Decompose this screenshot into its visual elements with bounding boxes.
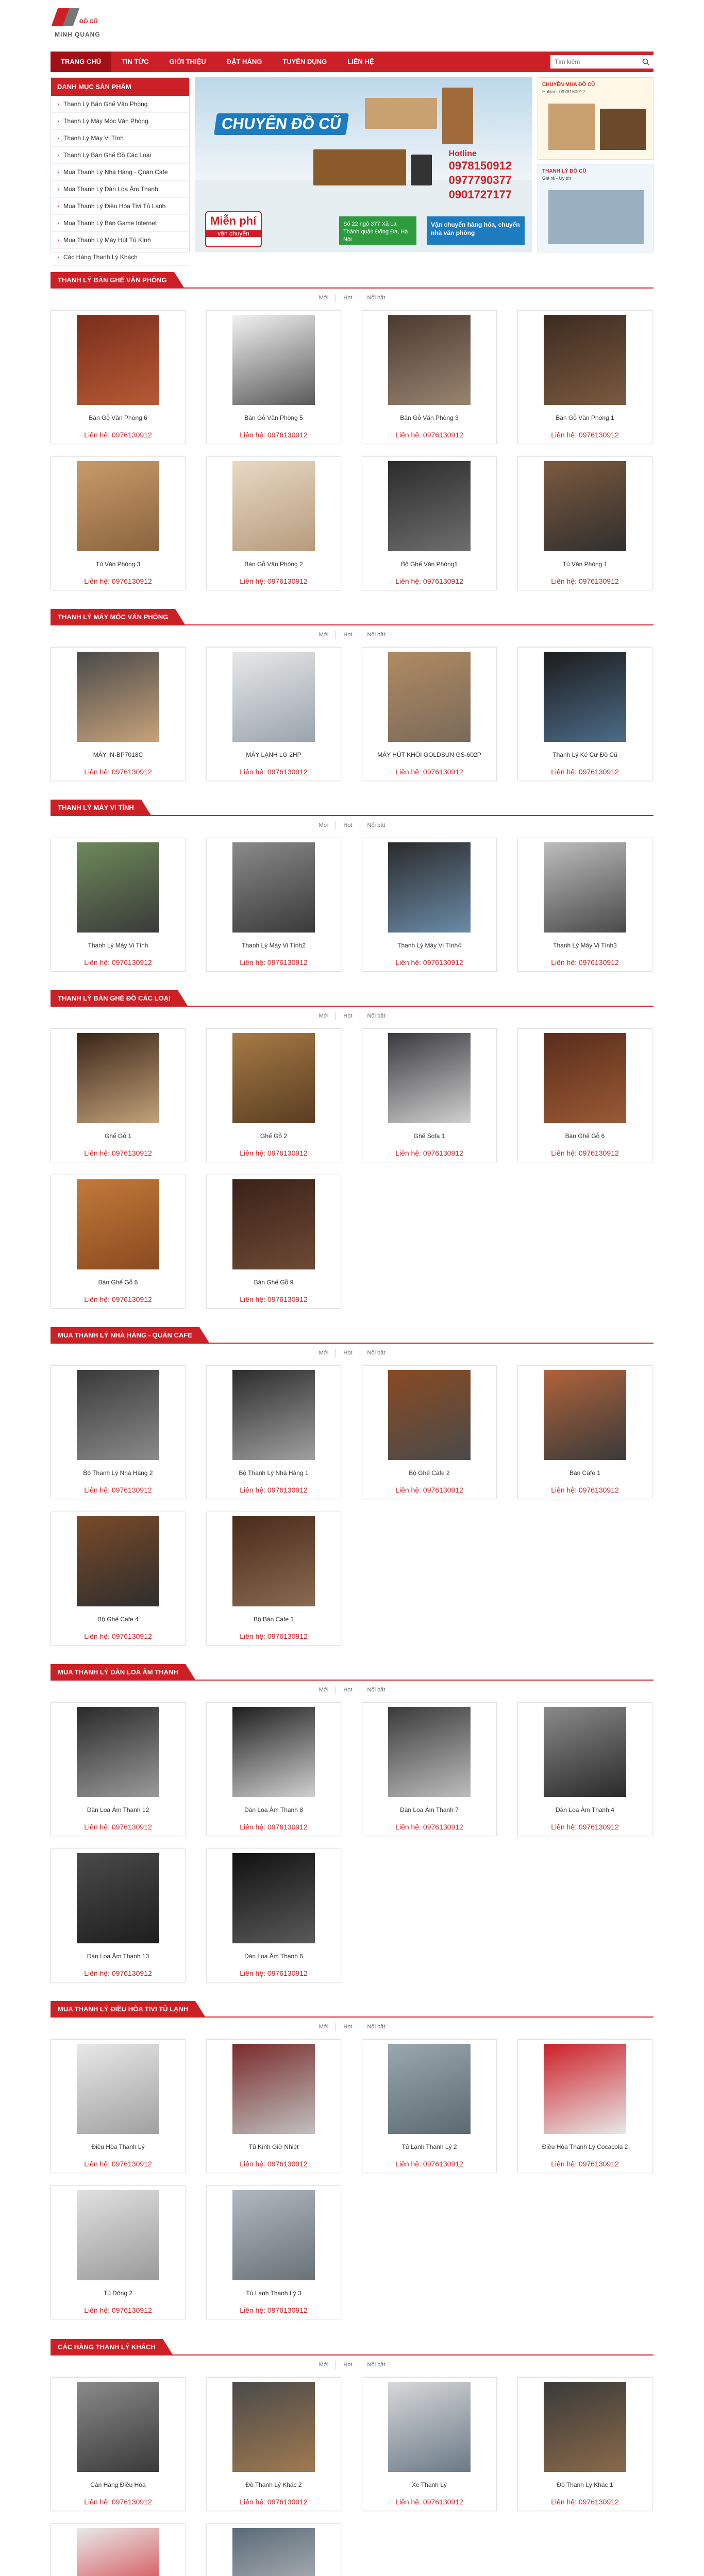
section-tabs xyxy=(51,1349,653,1357)
product-name[interactable]: Dàn Loa Âm Thanh 8 xyxy=(244,1806,303,1814)
product-card[interactable] xyxy=(517,1365,652,1499)
section-title-bar xyxy=(51,1664,653,1681)
product-name[interactable]: Tủ Lạnh Thanh Lý 3 xyxy=(246,2290,301,2297)
product-card[interactable] xyxy=(51,2523,186,2576)
product-image[interactable] xyxy=(232,2190,315,2280)
product-name[interactable]: Bàn Gỗ Văn Phòng 5 xyxy=(244,414,303,421)
product-card[interactable] xyxy=(517,838,652,972)
sidebar-item[interactable]: › Thanh Lý Máy Vi Tính xyxy=(51,130,189,147)
section-title[interactable]: THANH LÝ BÀN GHẾ VĂN PHÒNG xyxy=(51,272,174,289)
product-contact: Liên hệ: 0976130912 xyxy=(551,2498,619,2506)
product-name[interactable]: MÁY IN-BP7018C xyxy=(93,751,143,758)
product-card[interactable] xyxy=(517,310,652,444)
product-name[interactable]: Thanh Lý Máy Vi Tính xyxy=(88,942,148,949)
side-ad-1-image xyxy=(548,104,595,150)
hero-area xyxy=(51,77,653,261)
product-contact: Liên hệ: 0976130912 xyxy=(84,1823,152,1831)
product-section xyxy=(51,2001,653,2319)
section-tab[interactable]: Mới xyxy=(312,1686,337,1694)
section-tab[interactable]: Nổi bật xyxy=(367,295,385,301)
section-tab[interactable]: Hot xyxy=(336,2361,360,2369)
product-image[interactable] xyxy=(544,652,626,742)
product-image[interactable] xyxy=(77,652,159,742)
product-image[interactable] xyxy=(232,1516,315,1606)
product-image[interactable] xyxy=(388,1033,471,1123)
section-tab[interactable]: Nổi bật xyxy=(367,1687,385,1693)
product-card[interactable] xyxy=(206,456,341,590)
product-section xyxy=(51,1327,653,1646)
section-tabs xyxy=(51,1686,653,1694)
hotline-phone-2: 0977790377 xyxy=(448,174,512,187)
section-tabs xyxy=(51,2023,653,2031)
product-card[interactable] xyxy=(517,1028,652,1162)
product-contact: Liên hệ: 0976130912 xyxy=(84,577,152,585)
section-title-bar xyxy=(51,1327,653,1344)
section-tab[interactable]: Hot xyxy=(336,2023,360,2031)
product-name[interactable]: Dàn Loa Âm Thanh 4 xyxy=(556,1806,614,1814)
banner-cabinet-image xyxy=(442,88,473,144)
product-name[interactable]: Dàn Loa Âm Thanh 12 xyxy=(87,1806,149,1814)
product-name[interactable]: Tủ Văn Phòng 3 xyxy=(95,561,141,568)
section-tab[interactable]: Nổi bật xyxy=(367,822,385,828)
product-image[interactable] xyxy=(544,315,626,405)
product-contact: Liên hệ: 0976130912 xyxy=(84,768,152,776)
product-name[interactable]: Ghế Gỗ 2 xyxy=(260,1132,288,1140)
free-sub-label: vận chuyển xyxy=(206,230,261,237)
product-grid xyxy=(51,2039,653,2319)
nav-item[interactable]: GIỚI THIỆU xyxy=(169,58,206,65)
sidebar-item[interactable]: › Mua Thanh Lý Dàn Loa Âm Thanh xyxy=(51,181,189,198)
product-contact: Liên hệ: 0976130912 xyxy=(551,1823,619,1831)
section-title-bar xyxy=(51,800,653,816)
product-section xyxy=(51,2339,653,2576)
hotline-label: Hotline xyxy=(448,149,477,158)
banner-slider[interactable] xyxy=(195,77,532,252)
product-image[interactable] xyxy=(77,842,159,933)
product-name[interactable]: MÁY HÚT KHÓI GOLDSUN GS-602P xyxy=(377,751,481,758)
section-tab[interactable]: Hot xyxy=(336,1686,360,1694)
product-contact: Liên hệ: 0976130912 xyxy=(551,577,619,585)
product-name[interactable]: Dàn Loa Âm Thanh 6 xyxy=(244,1953,303,1960)
product-card[interactable] xyxy=(362,1028,497,1162)
side-ad-2[interactable] xyxy=(538,164,653,252)
product-image[interactable] xyxy=(77,1370,159,1460)
product-image[interactable] xyxy=(77,1853,159,1943)
side-ad-1-image-2 xyxy=(600,109,646,150)
product-name[interactable]: Bàn Gỗ Văn Phòng 6 xyxy=(89,414,147,421)
product-contact: Liên hệ: 0976130912 xyxy=(551,958,619,967)
product-name[interactable]: Tủ Lạnh Thanh Lý 2 xyxy=(401,2143,457,2150)
product-name[interactable]: Bộ Ghế Cafe 4 xyxy=(97,1616,139,1623)
section-title[interactable]: CÁC HÀNG THANH LÝ KHÁCH xyxy=(51,2339,163,2355)
product-contact: Liên hệ: 0976130912 xyxy=(240,1969,308,1977)
product-image[interactable] xyxy=(232,1179,315,1269)
product-contact: Liên hệ: 0976130912 xyxy=(84,958,152,967)
free-label: Miễn phí xyxy=(210,214,257,227)
product-contact: Liên hệ: 0976130912 xyxy=(395,2160,463,2168)
section-tab[interactable]: Nổi bật xyxy=(367,2024,385,2030)
product-name[interactable]: Đồ Thanh Lý Khác 1 xyxy=(557,2481,613,2488)
sidebar-item[interactable]: › Thanh Lý Máy Móc Văn Phòng xyxy=(51,113,189,130)
product-image[interactable] xyxy=(544,461,626,551)
product-name[interactable]: Ghế Sofa 1 xyxy=(413,1132,445,1140)
product-image[interactable] xyxy=(232,315,315,405)
sidebar-list xyxy=(51,96,189,266)
product-contact: Liên hệ: 0976130912 xyxy=(240,1632,308,1640)
banner-delivery-note: Vận chuyển hàng hóa, chuyển nhà văn phòng xyxy=(427,216,525,245)
product-name[interactable]: Bộ Thanh Lý Nhà Hàng 1 xyxy=(239,1469,309,1477)
product-card[interactable] xyxy=(517,2039,652,2173)
product-contact: Liên hệ: 0976130912 xyxy=(395,577,463,585)
product-card[interactable] xyxy=(362,456,497,590)
product-image[interactable] xyxy=(388,2382,471,2472)
product-image[interactable] xyxy=(544,1033,626,1123)
product-name[interactable]: Dàn Loa Âm Thanh 13 xyxy=(87,1953,149,1960)
product-contact: Liên hệ: 0976130912 xyxy=(84,1149,152,1157)
product-contact: Liên hệ: 0976130912 xyxy=(395,431,463,439)
product-contact: Liên hệ: 0976130912 xyxy=(84,1486,152,1494)
product-contact: Liên hệ: 0976130912 xyxy=(551,1486,619,1494)
product-contact: Liên hệ: 0976130912 xyxy=(551,768,619,776)
product-contact: Liên hệ: 0976130912 xyxy=(240,1295,308,1303)
product-card[interactable] xyxy=(206,1512,341,1646)
nav-item[interactable]: TIN TỨC xyxy=(122,58,149,65)
product-image[interactable] xyxy=(544,2382,626,2472)
product-card[interactable] xyxy=(51,2039,186,2173)
product-contact: Liên hệ: 0976130912 xyxy=(551,431,619,439)
product-card[interactable] xyxy=(206,310,341,444)
section-tab[interactable]: Nổi bật xyxy=(367,632,385,638)
section-title[interactable]: MUA THANH LÝ ĐIỀU HÒA TIVI TỦ LẠNH xyxy=(51,2001,195,2018)
section-tabs xyxy=(51,1012,653,1020)
product-name[interactable]: Ghế Gỗ 1 xyxy=(104,1132,132,1140)
sidebar-item[interactable]: › Mua Thanh Lý Nhà Hàng - Quán Cafe xyxy=(51,164,189,181)
section-title[interactable]: THANH LÝ MÁY VI TÍNH xyxy=(51,800,141,816)
product-name[interactable]: Bộ Ghế Văn Phòng1 xyxy=(400,561,458,568)
product-section xyxy=(51,609,653,781)
sidebar-item[interactable]: › Mua Thanh Lý Bàn Game Internet xyxy=(51,215,189,232)
site-logo[interactable] xyxy=(51,3,118,49)
product-card[interactable] xyxy=(206,2039,341,2173)
product-image[interactable] xyxy=(77,1179,159,1269)
product-contact: Liên hệ: 0976130912 xyxy=(395,1486,463,1494)
side-ad-1-caption: CHUYÊN MUA ĐỒ CŨ xyxy=(542,82,595,88)
product-contact: Liên hệ: 0976130912 xyxy=(395,1149,463,1157)
nav-item[interactable]: TUYỂN DỤNG xyxy=(282,58,327,65)
banner-table-image xyxy=(313,149,406,185)
product-card[interactable] xyxy=(517,1702,652,1836)
banner-address: Số 22 ngõ 377 Xã La Thành quận Đống Đa, Hà Nội xyxy=(339,216,416,245)
product-card[interactable] xyxy=(51,456,186,590)
product-name[interactable]: Bàn Gỗ Văn Phòng 2 xyxy=(244,561,303,568)
product-image[interactable] xyxy=(388,1707,471,1797)
product-image[interactable] xyxy=(544,842,626,933)
product-contact: Liên hệ: 0976130912 xyxy=(84,2498,152,2506)
category-sidebar xyxy=(51,77,190,261)
product-image[interactable] xyxy=(77,2190,159,2280)
side-ad-2-sub: Giá rẻ - Uy tín xyxy=(542,176,572,181)
free-shipping-badge xyxy=(205,211,262,247)
product-contact: Liên hệ: 0976130912 xyxy=(395,768,463,776)
product-image[interactable] xyxy=(388,461,471,551)
sidebar-item[interactable]: › Mua Thanh Lý Máy Hút Tủ Kính xyxy=(51,232,189,249)
section-title[interactable]: THANH LÝ MÁY MÓC VĂN PHÒNG xyxy=(51,609,175,625)
product-image[interactable] xyxy=(77,315,159,405)
product-sections xyxy=(51,272,653,2576)
product-contact: Liên hệ: 0976130912 xyxy=(84,431,152,439)
product-image[interactable] xyxy=(232,1033,315,1123)
product-image[interactable] xyxy=(232,842,315,933)
section-title-bar xyxy=(51,272,653,289)
banner-hotline xyxy=(449,149,512,202)
product-image[interactable] xyxy=(388,1370,471,1460)
product-grid xyxy=(51,647,653,781)
product-name[interactable]: Cân Hàng Điều Hòa xyxy=(90,2481,146,2488)
product-card[interactable] xyxy=(51,1365,186,1499)
product-contact: Liên hệ: 0976130912 xyxy=(84,1632,152,1640)
product-contact: Liên hệ: 0976130912 xyxy=(240,431,308,439)
section-tab[interactable]: Hot xyxy=(336,821,360,829)
product-image[interactable] xyxy=(232,2382,315,2472)
product-card[interactable] xyxy=(51,1512,186,1646)
section-title[interactable]: MUA THANH LÝ DÀN LOA ÂM THANH xyxy=(51,1664,186,1681)
nav-item[interactable]: TRANG CHỦ xyxy=(51,52,111,72)
product-contact: Liên hệ: 0976130912 xyxy=(240,1823,308,1831)
section-tabs xyxy=(51,821,653,829)
product-card[interactable] xyxy=(51,1849,186,1982)
product-contact: Liên hệ: 0976130912 xyxy=(240,1149,308,1157)
product-card[interactable] xyxy=(51,2377,186,2511)
product-contact: Liên hệ: 0976130912 xyxy=(84,2160,152,2168)
product-image[interactable] xyxy=(544,1370,626,1460)
main-nav xyxy=(51,52,653,72)
sidebar-item[interactable]: › Mua Thanh Lý Điều Hòa Tivi Tủ Lạnh xyxy=(51,198,189,215)
product-contact: Liên hệ: 0976130912 xyxy=(84,2306,152,2314)
search-input[interactable] xyxy=(550,55,638,69)
product-image[interactable] xyxy=(544,2044,626,2134)
section-tab[interactable]: Nổi bật xyxy=(367,2362,385,2368)
product-name[interactable]: Đồ Thanh Lý Khác 2 xyxy=(245,2481,302,2488)
product-image[interactable] xyxy=(77,1707,159,1797)
product-card[interactable] xyxy=(51,647,186,781)
sidebar-item[interactable]: › Thanh Lý Bàn Ghế Văn Phòng xyxy=(51,96,189,113)
product-name[interactable]: Bộ Bàn Cafe 1 xyxy=(253,1616,294,1623)
product-card[interactable] xyxy=(206,1028,341,1162)
product-card[interactable] xyxy=(206,838,341,972)
product-name[interactable]: Dàn Loa Âm Thanh 7 xyxy=(400,1806,459,1814)
section-title-bar xyxy=(51,2339,653,2355)
product-name[interactable]: Bộ Thanh Lý Nhà Hàng 2 xyxy=(83,1469,153,1477)
product-card[interactable] xyxy=(362,647,497,781)
search-icon[interactable] xyxy=(638,55,653,69)
section-title-bar xyxy=(51,609,653,625)
product-name[interactable]: Thanh Lý Máy Vi Tính2 xyxy=(242,942,306,949)
section-title-bar xyxy=(51,990,653,1007)
product-contact: Liên hệ: 0976130912 xyxy=(240,577,308,585)
product-name[interactable]: Thanh Lý Máy Vi Tính4 xyxy=(397,942,461,949)
side-ads xyxy=(538,77,653,252)
product-card[interactable] xyxy=(51,1028,186,1162)
section-tab[interactable]: Hot xyxy=(336,1012,360,1020)
product-contact: Liên hệ: 0976130912 xyxy=(240,2498,308,2506)
product-card[interactable] xyxy=(51,838,186,972)
product-grid xyxy=(51,1365,653,1646)
product-name[interactable]: Điều Hòa Thanh Lý Cocacola 2 xyxy=(542,2143,628,2150)
product-section xyxy=(51,1664,653,1982)
banner-title: CHUYÊN ĐỒ CŨ xyxy=(214,113,349,135)
product-contact: Liên hệ: 0976130912 xyxy=(551,2160,619,2168)
product-grid xyxy=(51,838,653,972)
product-image[interactable] xyxy=(544,1707,626,1797)
product-section xyxy=(51,990,653,1309)
sidebar-item[interactable]: › Các Hàng Thanh Lý Khách xyxy=(51,249,189,266)
product-card[interactable] xyxy=(362,1702,497,1836)
section-tab[interactable]: Mới xyxy=(312,631,337,639)
product-card[interactable] xyxy=(206,1365,341,1499)
product-contact: Liên hệ: 0976130912 xyxy=(84,1295,152,1303)
product-name[interactable]: Tủ Kính Giữ Nhiệt xyxy=(248,2143,299,2150)
product-contact: Liên hệ: 0976130912 xyxy=(240,2306,308,2314)
section-title[interactable]: MUA THANH LÝ NHÀ HÀNG - QUÁN CAFE xyxy=(51,1327,199,1344)
product-name[interactable]: Thanh Lý Máy Vi Tính3 xyxy=(553,942,617,949)
product-contact: Liên hệ: 0976130912 xyxy=(395,1823,463,1831)
product-image[interactable] xyxy=(388,315,471,405)
product-grid xyxy=(51,2377,653,2576)
product-image[interactable] xyxy=(77,1033,159,1123)
section-tabs xyxy=(51,2361,653,2369)
product-name[interactable]: Bộ Ghế Cafe 2 xyxy=(409,1469,450,1477)
logo-top-text: ĐỒ CŨ xyxy=(79,19,98,25)
product-image[interactable] xyxy=(77,2044,159,2134)
section-tab[interactable]: Nổi bật xyxy=(367,1350,385,1356)
product-image[interactable] xyxy=(232,652,315,742)
product-grid xyxy=(51,1028,653,1309)
side-ad-1[interactable] xyxy=(538,77,653,160)
banner-chair-image xyxy=(411,155,432,185)
product-card[interactable] xyxy=(206,1849,341,1982)
site-header xyxy=(51,0,653,52)
product-image[interactable] xyxy=(232,2528,315,2576)
product-contact: Liên hệ: 0976130912 xyxy=(395,958,463,967)
section-tabs xyxy=(51,631,653,639)
product-contact: Liên hệ: 0976130912 xyxy=(240,1486,308,1494)
logo-bottom-text: MINH QUANG xyxy=(55,31,100,38)
product-image[interactable] xyxy=(77,1516,159,1606)
product-image[interactable] xyxy=(232,1707,315,1797)
product-card[interactable] xyxy=(206,1702,341,1836)
product-card[interactable] xyxy=(206,647,341,781)
side-ad-2-caption: THANH LÝ ĐỒ CŨ xyxy=(542,168,586,174)
product-card[interactable] xyxy=(51,1702,186,1836)
product-name[interactable]: Tủ Đông 2 xyxy=(103,2290,133,2297)
product-name[interactable]: Bàn Ghế Gỗ 9 xyxy=(254,1279,294,1286)
product-name[interactable]: Bàn Ghế Gỗ 6 xyxy=(565,1132,605,1140)
side-ad-2-image xyxy=(548,190,644,244)
product-section xyxy=(51,800,653,972)
section-title[interactable]: THANH LÝ BÀN GHẾ ĐỒ CÁC LOẠI xyxy=(51,990,178,1007)
section-tabs xyxy=(51,294,653,302)
product-image[interactable] xyxy=(388,842,471,933)
product-contact: Liên hệ: 0976130912 xyxy=(395,2498,463,2506)
product-name[interactable]: Xe Thanh Lý xyxy=(412,2481,447,2488)
section-tab[interactable]: Mới xyxy=(312,2023,337,2031)
product-card[interactable] xyxy=(517,2377,652,2511)
section-tab[interactable]: Hot xyxy=(336,1349,360,1357)
side-ad-1-sub: Hotline: 0978150912 xyxy=(542,89,585,94)
product-card[interactable] xyxy=(362,2039,497,2173)
product-section xyxy=(51,272,653,590)
section-tab[interactable]: Mới xyxy=(312,294,337,302)
product-grid xyxy=(51,1702,653,1982)
product-card[interactable] xyxy=(362,1365,497,1499)
product-image[interactable] xyxy=(232,461,315,551)
product-name[interactable]: Bàn Gỗ Văn Phòng 3 xyxy=(400,414,459,421)
sidebar-item[interactable]: › Thanh Lý Bàn Ghế Đồ Các Loại xyxy=(51,147,189,164)
nav-item[interactable]: ĐẶT HÀNG xyxy=(226,58,262,65)
product-image[interactable] xyxy=(232,2044,315,2134)
product-image[interactable] xyxy=(77,2382,159,2472)
section-tab[interactable]: Mới xyxy=(312,821,337,829)
product-card[interactable] xyxy=(206,2523,341,2576)
product-name[interactable]: Bàn Gỗ Văn Phòng 1 xyxy=(556,414,614,421)
nav-item[interactable]: LIÊN HỆ xyxy=(347,58,374,65)
hotline-phone-3: 0901727177 xyxy=(448,188,512,201)
search-box xyxy=(550,55,653,69)
product-contact: Liên hệ: 0976130912 xyxy=(240,2160,308,2168)
product-card[interactable] xyxy=(517,647,652,781)
product-image[interactable] xyxy=(77,461,159,551)
product-name[interactable]: Bàn Ghế Gỗ 8 xyxy=(98,1279,138,1286)
product-contact: Liên hệ: 0976130912 xyxy=(240,768,308,776)
product-name[interactable]: Tủ Văn Phòng 1 xyxy=(562,561,608,568)
product-card[interactable] xyxy=(51,1175,186,1309)
product-card[interactable] xyxy=(51,2185,186,2319)
hotline-phone-1: 0978150912 xyxy=(448,159,512,172)
sidebar-title: DANH MỤC SẢN PHẨM xyxy=(51,78,189,96)
section-tab[interactable]: Hot xyxy=(336,294,360,302)
section-tab[interactable]: Mới xyxy=(312,1349,337,1357)
product-card[interactable] xyxy=(206,2185,341,2319)
product-contact: Liên hệ: 0976130912 xyxy=(551,1149,619,1157)
section-tab[interactable]: Mới xyxy=(312,1012,337,1020)
product-name[interactable]: Bàn Cafe 1 xyxy=(569,1469,601,1477)
product-image[interactable] xyxy=(388,2044,471,2134)
product-card[interactable] xyxy=(362,838,497,972)
product-image[interactable] xyxy=(232,1370,315,1460)
product-name[interactable]: MÁY LẠNH LG 2HP xyxy=(246,751,301,758)
product-card[interactable] xyxy=(362,310,497,444)
product-card[interactable] xyxy=(51,310,186,444)
product-contact: Liên hệ: 0976130912 xyxy=(84,1969,152,1977)
product-card[interactable] xyxy=(517,456,652,590)
product-card[interactable] xyxy=(206,1175,341,1309)
product-image[interactable] xyxy=(232,1853,315,1943)
product-name[interactable]: Điều Hòa Thanh Lý xyxy=(91,2143,145,2150)
product-image[interactable] xyxy=(77,2528,159,2576)
section-tab[interactable]: Mới xyxy=(312,2361,337,2369)
product-contact: Liên hệ: 0976130912 xyxy=(240,958,308,967)
section-tab[interactable]: Nổi bật xyxy=(367,1013,385,1019)
product-grid xyxy=(51,310,653,590)
banner-desk-image xyxy=(365,98,437,129)
product-card[interactable] xyxy=(362,2377,497,2511)
section-tab[interactable]: Hot xyxy=(336,631,360,639)
product-image[interactable] xyxy=(388,652,471,742)
product-card[interactable] xyxy=(206,2377,341,2511)
section-title-bar xyxy=(51,2001,653,2018)
product-name[interactable]: Thanh Lý Ké Cừ Đồ Cũ xyxy=(552,751,617,758)
